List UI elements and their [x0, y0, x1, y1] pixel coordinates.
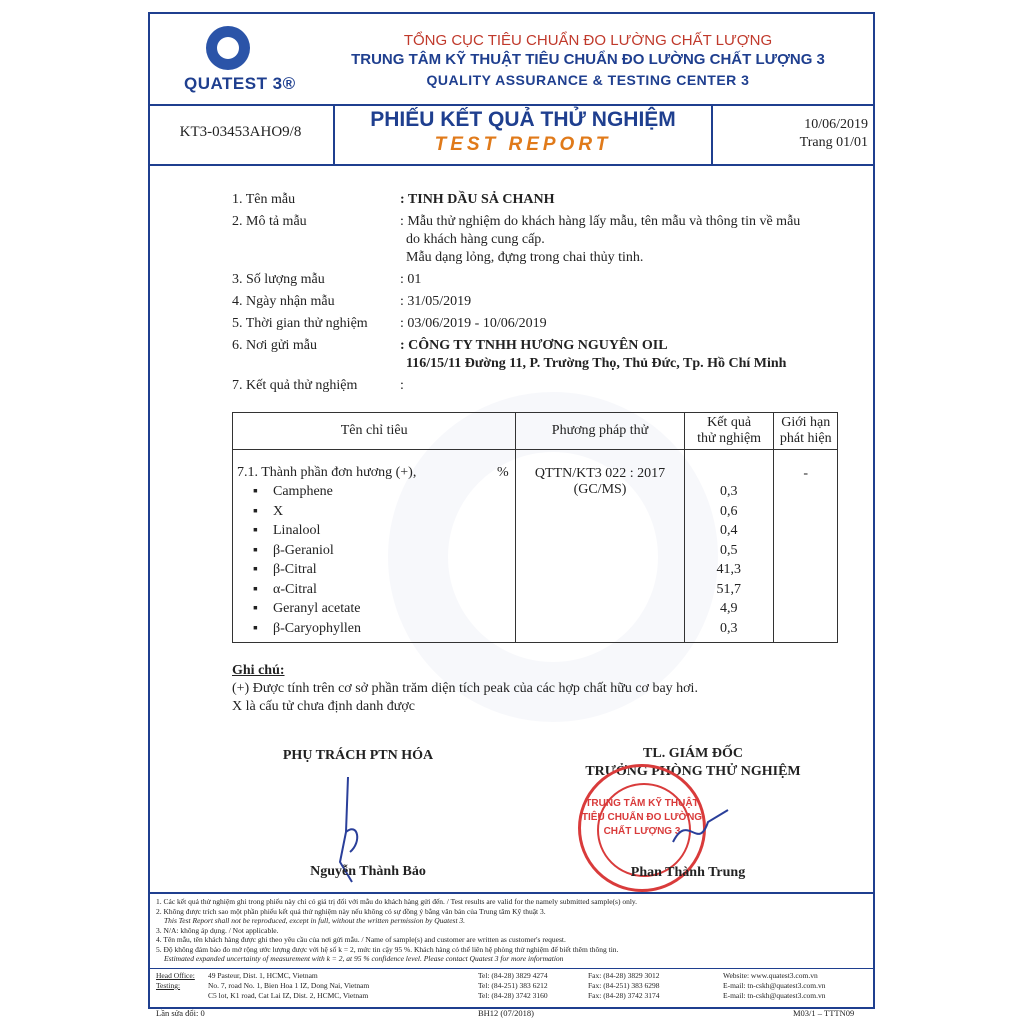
testing-fax-1: Fax: (84-251) 383 6298 [588, 981, 660, 990]
office-fax: Fax: (84-28) 3829 3012 [588, 971, 660, 980]
office-label: Head Office: [156, 971, 195, 980]
report-sheet [148, 12, 880, 1018]
item-name: β-Caryophyllen [273, 620, 361, 636]
field-value: : 03/06/2019 - 10/06/2019 [400, 316, 547, 331]
item-value: 0,3 [719, 620, 738, 636]
item-value: 0,3 [719, 484, 738, 499]
right-signature-title-1: TL. GIÁM ĐỐC [643, 746, 743, 761]
col-result-line-1: Kết quả [707, 415, 752, 430]
org-line-2: TRUNG TÂM KỸ THUẬT TIÊU CHUẨN ĐO LƯỜNG CHẤT LƯỢNG 3 [351, 51, 825, 68]
org-line-3: QUALITY ASSURANCE & TESTING CENTER 3 [426, 72, 750, 88]
item-name: β-Citral [273, 562, 317, 577]
testing-address-1: No. 7, road No. 1, Bien Hoa 1 IZ, Dong Nai, Vietnam [208, 981, 370, 990]
bullet-icon: ▪ [253, 620, 258, 636]
bullet-icon: ▪ [253, 601, 258, 616]
left-signature-name: Nguyễn Thành Bảo [310, 864, 426, 879]
item-value: 51,7 [716, 581, 741, 597]
org-header [148, 12, 875, 106]
col-result [684, 413, 774, 450]
results-table [232, 412, 838, 643]
footer-note-4: 4. Tên mẫu, tên khách hàng được ghi theo yêu cầu của nơi gửi mẫu. / Name of sample(s) and customer are written as customer's request. [156, 935, 566, 944]
field-value: : 01 [400, 272, 422, 287]
report-page: Trang 01/01 [799, 135, 868, 150]
notes-line-2: X là cấu tử chưa định danh được [232, 699, 415, 714]
contact-block [148, 968, 875, 1000]
col-method: Phương pháp thử [516, 413, 684, 450]
method-line-1: QTTN/KT3 022 : 2017 [534, 466, 666, 481]
report-date: 10/06/2019 [804, 117, 868, 132]
logo-text: QUATEST 3® [184, 74, 296, 93]
footer-note-1: 1. Các kết quả thử nghiệm ghi trong phiếu này chỉ có giá trị đối với mẫu do khách hàng gửi đến. / Test results are valid for the namely submitted sample(s) only. [156, 897, 638, 906]
testing-email-2: E-mail: tn-cskh@quatest3.com.vn [723, 991, 826, 1000]
col-indicator: Tên chỉ tiêu [233, 413, 516, 450]
field-label: 6. Nơi gửi mẫu [232, 338, 317, 353]
field-value: : Mẫu thử nghiệm do khách hàng lấy mẫu, tên mẫu và thông tin về mẫu [400, 214, 801, 229]
method-cell [516, 450, 684, 643]
footer-note-5b: Estimated expanded uncertainty of measurement with k = 2, at 95 % confidence level. Please contact Quatest 3 for more information [164, 954, 564, 963]
right-signature-title-2: TRƯỞNG PHÒNG THỬ NGHIỆM [585, 764, 801, 779]
field-value: 116/15/11 Đường 11, P. Trường Thọ, Thủ Đức, Tp. Hồ Chí Minh [406, 356, 787, 371]
notes-title: Ghi chú: [232, 663, 285, 678]
item-value: 0,5 [719, 542, 738, 558]
org-line-1: TỔNG CỤC TIÊU CHUẨN ĐO LƯỜNG CHẤT LƯỢNG [403, 32, 773, 49]
field-value: : TINH DẦU SẢ CHANH [400, 192, 555, 207]
field-value: Mẫu dạng lỏng, đựng trong chai thủy tinh. [406, 250, 644, 265]
report-date-block [713, 116, 868, 152]
report-code: KT3-03453AHO9/8 [179, 124, 302, 140]
field-label: 5. Thời gian thử nghiệm [232, 316, 368, 331]
field-label: 2. Mô tả mẫu [232, 214, 307, 229]
item-name: Linalool [273, 523, 321, 538]
col-result-line-2: thử nghiệm [697, 431, 762, 446]
stamp-text: TRUNG TÂM KỸ THUẬT TIÊU CHUẨN ĐO LƯỜNG CHẤT LƯỢNG 3 [581, 798, 703, 837]
method-line-2: (GC/MS) [573, 482, 627, 497]
report-title-vi: PHIẾU KẾT QUẢ THỬ NGHIỆM [370, 108, 676, 131]
notes-line-1: (+) Được tính trên cơ sở phần trăm diện tích peak của các hợp chất hữu cơ bay hơi. [232, 681, 698, 696]
testing-label: Testing: [156, 981, 181, 990]
limit-cell [774, 450, 838, 643]
footer-note-3: 3. N/A: không áp dụng. / Not applicable. [156, 925, 279, 935]
table-body-row [233, 450, 838, 643]
unit-label: % [497, 465, 509, 480]
indicator-cell [233, 450, 516, 643]
testing-address-2: C5 lot, K1 road, Cat Lai IZ, Dist. 2, HCMC, Vietnam [208, 991, 369, 1000]
office-address: 49 Pasteur, Dist. 1, HCMC, Vietnam [208, 971, 318, 980]
bullet-icon: ▪ [253, 542, 258, 558]
group-label: 7.1. Thành phần đơn hương (+), [237, 465, 417, 480]
form-ref: M03/1 – TTTN09 [793, 1008, 855, 1018]
item-name: β-Geraniol [273, 542, 334, 558]
bullet-icon: ▪ [253, 523, 258, 538]
quatest-logo [184, 26, 294, 96]
testing-tel-2: Tel: (84-28) 3742 3160 [478, 991, 548, 1000]
bullet-icon: ▪ [253, 581, 258, 597]
office-website: Website: www.quatest3.com.vn [723, 971, 818, 980]
col-limit [774, 413, 838, 450]
bullet-icon: ▪ [253, 562, 258, 577]
field-value: : [400, 378, 404, 393]
field-value: do khách hàng cung cấp. [406, 232, 545, 247]
revision: Lần sửa đổi: 0 [156, 1008, 205, 1018]
table-header-row [233, 413, 838, 450]
testing-fax-2: Fax: (84-28) 3742 3174 [588, 991, 660, 1000]
report-title-bar [148, 104, 875, 166]
limit-value: - [803, 466, 809, 481]
bullet-icon: ▪ [253, 503, 258, 519]
footer-note-2b: This Test Report shall not be reproduced, except in full, without the written permission by Quatest 3. [164, 916, 466, 925]
item-name: X [273, 503, 284, 519]
item-value: 0,4 [719, 523, 738, 538]
footer-note-5: 5. Độ không đảm bảo đo mở rộng ước lượng được với hệ số k = 2, mức tin cậy 95 %. Khách hàng có thể liên hệ phòng thử nghiệm để biết thêm thông tin. [156, 944, 619, 954]
field-value: : 31/05/2019 [400, 294, 472, 309]
testing-tel-1: Tel: (84-251) 383 6212 [478, 981, 548, 990]
item-value: 41,3 [716, 562, 741, 577]
field-label: 1. Tên mẫu [232, 192, 296, 207]
office-tel: Tel: (84-28) 3829 4274 [478, 971, 548, 980]
field-label: 7. Kết quả thử nghiệm [232, 378, 358, 393]
right-signature [668, 802, 738, 862]
field-label: 4. Ngày nhận mẫu [232, 294, 335, 309]
footer-note-2: 2. Không được trích sao một phần phiếu kết quả thử nghiệm này nếu không có sự đồng ý bằng văn bản của Trung tâm Kỹ thuật 3. [156, 906, 546, 916]
bullet-icon: ▪ [253, 484, 258, 499]
item-value: 4,9 [719, 601, 738, 616]
form-code: BH12 (07/2018) [478, 1008, 534, 1018]
field-value: : CÔNG TY TNHH HƯƠNG NGUYÊN OIL [400, 338, 668, 353]
testing-email-1: E-mail: tn-cskh@quatest3.com.vn [723, 981, 826, 990]
report-title-en: TEST REPORT [434, 134, 612, 155]
logo-q-icon [206, 26, 250, 70]
col-limit-line-2: phát hiện [779, 431, 832, 446]
legal-notes [148, 892, 875, 967]
item-name: α-Citral [273, 581, 317, 597]
item-name: Camphene [273, 484, 333, 499]
item-name: Geranyl acetate [273, 601, 361, 616]
left-signature-title: PHỤ TRÁCH PTN HÓA [282, 748, 434, 763]
item-value: 0,6 [719, 503, 738, 519]
col-limit-line-1: Giới hạn [781, 415, 831, 430]
result-cell [684, 450, 774, 643]
right-signature-name: Phan Thành Trung [630, 865, 746, 880]
field-label: 3. Số lượng mẫu [232, 272, 325, 287]
notes-block [232, 662, 698, 716]
